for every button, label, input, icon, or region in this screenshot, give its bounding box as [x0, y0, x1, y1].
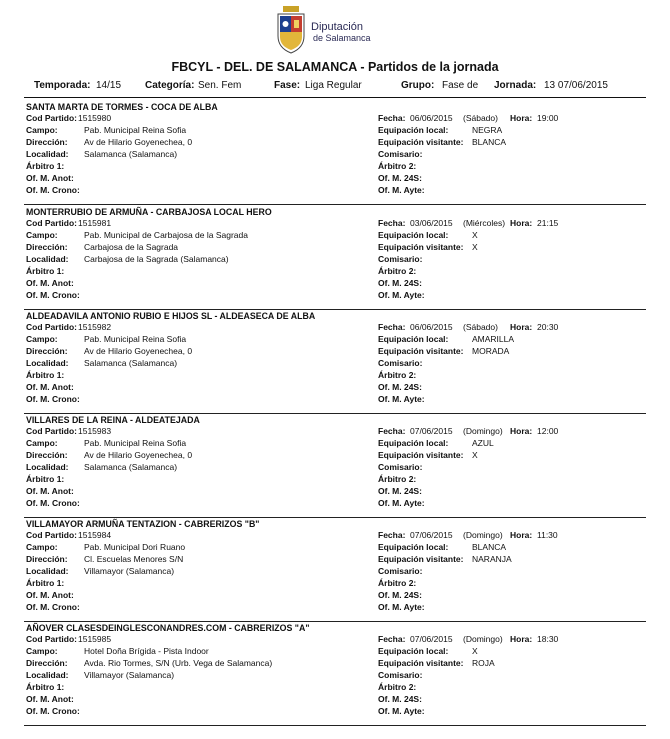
logo-line-2: de Salamanca [313, 33, 371, 43]
direccion-value: Cl. Escuelas Menores S/N [84, 554, 184, 564]
hora-label: Hora: [510, 322, 533, 332]
equipacion-local-label: Equipación local: [378, 125, 449, 135]
grupo-label: Grupo: [401, 80, 435, 91]
comisario-label: Comisario: [378, 358, 423, 368]
hora-label: Hora: [510, 634, 533, 644]
of-m-ayte-label: Of. M. Ayte: [378, 394, 425, 404]
logo-text [311, 22, 371, 44]
match-row [0, 125, 670, 137]
comisario-label: Comisario: [378, 670, 423, 680]
match-row [0, 462, 670, 474]
campo-value: Pab. Municipal Dori Ruano [84, 542, 186, 552]
match-rule [24, 725, 646, 726]
cod-partido-value: 1515980 [78, 113, 112, 123]
campo-value: Pab. Municipal de Carbajosa de la Sagrada [84, 230, 248, 240]
match-row [0, 149, 670, 161]
of-m-ayte-label: Of. M. Ayte: [378, 290, 425, 300]
dia-value: (Domingo) [463, 530, 503, 540]
match-row [0, 346, 670, 358]
match-row [0, 646, 670, 658]
arbitro-1-label: Árbitro 1: [26, 370, 65, 380]
logo-line-1: Diputación [311, 21, 363, 33]
match-row [0, 634, 670, 646]
dia-value: (Domingo) [463, 634, 503, 644]
match-row [0, 254, 670, 266]
fecha-label: Fecha: [378, 113, 406, 123]
equipacion-visitante-label: Equipación visitante: [378, 554, 464, 564]
match-row [0, 370, 670, 382]
arbitro-2-label: Árbitro 2: [378, 370, 417, 380]
hora-label: Hora: [510, 113, 533, 123]
match-row [0, 426, 670, 438]
of-m-ayte-label: Of. M. Ayte: [378, 185, 425, 195]
diputacion-logo [275, 4, 395, 56]
match-row [0, 358, 670, 370]
arbitro-1-label: Árbitro 1: [26, 578, 65, 588]
of-m-anot-label: Of. M. Anot: [26, 590, 74, 600]
match-header: VILLARES DE LA REINA - ALDEATEJADA [26, 415, 200, 425]
equipacion-visitante-value: X [472, 242, 478, 252]
jornada-value: 13 07/06/2015 [544, 80, 608, 91]
equipacion-visitante-label: Equipación visitante: [378, 658, 464, 668]
match-block [0, 621, 670, 725]
match-row [0, 394, 670, 406]
match-header: MONTERRUBIO DE ARMUÑA - CARBAJOSA LOCAL HERO [26, 207, 272, 217]
temporada-label: Temporada: [34, 80, 91, 91]
of-m-24s-label: Of. M. 24S: [378, 590, 422, 600]
equipacion-visitante-label: Equipación visitante: [378, 137, 464, 147]
cod-partido-label: Cod Partido: [26, 218, 77, 228]
match-row [0, 242, 670, 254]
arbitro-2-label: Árbitro 2: [378, 578, 417, 588]
match-row [0, 113, 670, 125]
arbitro-1-label: Árbitro 1: [26, 682, 65, 692]
cod-partido-label: Cod Partido: [26, 426, 77, 436]
match-row [0, 218, 670, 230]
equipacion-local-value: X [472, 230, 478, 240]
localidad-label: Localidad: [26, 670, 69, 680]
fecha-label: Fecha: [378, 530, 406, 540]
of-m-anot-label: Of. M. Anot: [26, 278, 74, 288]
categoria-value: Sen. Fem [198, 80, 242, 91]
direccion-label: Dirección: [26, 554, 68, 564]
fecha-label: Fecha: [378, 322, 406, 332]
match-block [0, 100, 670, 204]
equipacion-local-value: X [472, 646, 478, 656]
localidad-label: Localidad: [26, 462, 69, 472]
match-row [0, 230, 670, 242]
campo-value: Pab. Municipal Reina Sofia [84, 334, 187, 344]
match-row [0, 706, 670, 718]
arbitro-1-label: Árbitro 1: [26, 161, 65, 171]
match-row [0, 554, 670, 566]
fecha-value: 07/06/2015 [410, 530, 453, 540]
campo-label: Campo: [26, 646, 58, 656]
of-m-crono-label: Of. M. Crono: [26, 290, 80, 300]
of-m-crono-label: Of. M. Crono: [26, 498, 80, 508]
of-m-crono-label: Of. M. Crono: [26, 602, 80, 612]
match-header: SANTA MARTA DE TORMES - COCA DE ALBA [26, 102, 218, 112]
match-row [0, 486, 670, 498]
direccion-label: Dirección: [26, 137, 68, 147]
of-m-ayte-label: Of. M. Ayte: [378, 498, 425, 508]
hora-value: 21:15 [537, 218, 559, 228]
direccion-value: Av de Hilario Goyenechea, 0 [84, 346, 193, 356]
equipacion-local-label: Equipación local: [378, 542, 449, 552]
campo-value: Pab. Municipal Reina Sofia [84, 125, 187, 135]
jornada-label: Jornada: [494, 80, 537, 91]
match-row [0, 474, 670, 486]
cod-partido-value: 1515983 [78, 426, 112, 436]
match-row [0, 322, 670, 334]
match-row [0, 173, 670, 185]
match-row [0, 566, 670, 578]
localidad-value: Carbajosa de la Sagrada (Salamanca) [84, 254, 229, 264]
arbitro-2-label: Árbitro 2: [378, 682, 417, 692]
localidad-label: Localidad: [26, 566, 69, 576]
match-row [0, 278, 670, 290]
of-m-ayte-label: Of. M. Ayte: [378, 706, 425, 716]
match-row [0, 682, 670, 694]
comisario-label: Comisario: [378, 462, 423, 472]
match-row [0, 438, 670, 450]
of-m-anot-label: Of. M. Anot: [26, 486, 74, 496]
localidad-label: Localidad: [26, 358, 69, 368]
hora-value: 20:30 [537, 322, 559, 332]
comisario-label: Comisario: [378, 149, 423, 159]
match-row [0, 450, 670, 462]
match-row [0, 530, 670, 542]
arbitro-2-label: Árbitro 2: [378, 161, 417, 171]
match-row [0, 670, 670, 682]
match-row [0, 161, 670, 173]
equipacion-visitante-value: BLANCA [472, 137, 507, 147]
equipacion-local-label: Equipación local: [378, 334, 449, 344]
fecha-value: 06/06/2015 [410, 113, 453, 123]
of-m-anot-label: Of. M. Anot: [26, 382, 74, 392]
match-header: VILLAMAYOR ARMUÑA TENTAZION - CABRERIZOS "B" [26, 519, 260, 529]
dia-value: (Sábado) [463, 322, 498, 332]
hora-value: 19:00 [537, 113, 559, 123]
localidad-label: Localidad: [26, 149, 69, 159]
hora-label: Hora: [510, 218, 533, 228]
equipacion-visitante-value: ROJA [472, 658, 495, 668]
match-row [0, 290, 670, 302]
of-m-anot-label: Of. M. Anot: [26, 694, 74, 704]
match-block [0, 205, 670, 309]
temporada-value: 14/15 [96, 80, 122, 91]
direccion-value: Avda. Rio Tormes, S/N (Urb. Vega de Salamanca) [84, 658, 273, 668]
match-header: ALDEADAVILA ANTONIO RUBIO E HIJOS SL - ALDEASECA DE ALBA [26, 311, 316, 321]
equipacion-local-value: AZUL [472, 438, 494, 448]
match-header: AÑOVER CLASESDEINGLESCONANDRES.COM - CABRERIZOS "A" [26, 623, 310, 633]
comisario-label: Comisario: [378, 254, 423, 264]
of-m-24s-label: Of. M. 24S: [378, 173, 422, 183]
equipacion-local-value: BLANCA [472, 542, 507, 552]
localidad-value: Salamanca (Salamanca) [84, 149, 178, 159]
cod-partido-label: Cod Partido: [26, 113, 77, 123]
of-m-crono-label: Of. M. Crono: [26, 185, 80, 195]
cod-partido-value: 1515982 [78, 322, 112, 332]
grupo-value: Fase de [442, 80, 479, 91]
match-row [0, 578, 670, 590]
fecha-value: 07/06/2015 [410, 426, 453, 436]
direccion-value: Av de Hilario Goyenechea, 0 [84, 137, 193, 147]
direccion-value: Av de Hilario Goyenechea, 0 [84, 450, 193, 460]
coat-of-arms-icon [275, 6, 307, 54]
equipacion-visitante-label: Equipación visitante: [378, 346, 464, 356]
of-m-anot-label: Of. M. Anot: [26, 173, 74, 183]
hora-label: Hora: [510, 426, 533, 436]
direccion-label: Dirección: [26, 242, 68, 252]
header-rule [24, 97, 646, 98]
cod-partido-value: 1515985 [78, 634, 112, 644]
direccion-label: Dirección: [26, 658, 68, 668]
equipacion-local-value: AMARILLA [472, 334, 515, 344]
cod-partido-label: Cod Partido: [26, 530, 77, 540]
dia-value: (Miércoles) [463, 218, 506, 228]
fecha-label: Fecha: [378, 426, 406, 436]
header-meta [0, 80, 670, 94]
match-row [0, 658, 670, 670]
direccion-value: Carbajosa de la Sagrada [84, 242, 179, 252]
match-row [0, 382, 670, 394]
direccion-label: Dirección: [26, 346, 68, 356]
campo-label: Campo: [26, 438, 58, 448]
direccion-label: Dirección: [26, 450, 68, 460]
match-row [0, 602, 670, 614]
of-m-24s-label: Of. M. 24S: [378, 278, 422, 288]
equipacion-local-label: Equipación local: [378, 230, 449, 240]
fase-label: Fase: [274, 80, 301, 91]
campo-value: Hotel Doña Brígida - Pista Indoor [84, 646, 209, 656]
hora-label: Hora: [510, 530, 533, 540]
hora-value: 12:00 [537, 426, 559, 436]
localidad-value: Salamanca (Salamanca) [84, 358, 178, 368]
equipacion-visitante-label: Equipación visitante: [378, 450, 464, 460]
of-m-24s-label: Of. M. 24S: [378, 694, 422, 704]
fase-value: Liga Regular [305, 80, 362, 91]
match-row [0, 137, 670, 149]
cod-partido-label: Cod Partido: [26, 322, 77, 332]
fecha-value: 07/06/2015 [410, 634, 453, 644]
match-row [0, 694, 670, 706]
equipacion-local-label: Equipación local: [378, 438, 449, 448]
equipacion-local-label: Equipación local: [378, 646, 449, 656]
cod-partido-value: 1515984 [78, 530, 112, 540]
equipacion-visitante-value: MORADA [472, 346, 510, 356]
match-row [0, 590, 670, 602]
cod-partido-label: Cod Partido: [26, 634, 77, 644]
fecha-value: 03/06/2015 [410, 218, 453, 228]
match-row [0, 334, 670, 346]
match-row [0, 185, 670, 197]
fecha-label: Fecha: [378, 634, 406, 644]
hora-value: 18:30 [537, 634, 559, 644]
arbitro-1-label: Árbitro 1: [26, 266, 65, 276]
of-m-crono-label: Of. M. Crono: [26, 706, 80, 716]
match-block [0, 309, 670, 413]
localidad-label: Localidad: [26, 254, 69, 264]
fecha-label: Fecha: [378, 218, 406, 228]
localidad-value: Villamayor (Salamanca) [84, 670, 175, 680]
comisario-label: Comisario: [378, 566, 423, 576]
match-block [0, 413, 670, 517]
equipacion-visitante-label: Equipación visitante: [378, 242, 464, 252]
campo-label: Campo: [26, 334, 58, 344]
categoria-label: Categoría: [145, 80, 195, 91]
equipacion-visitante-value: NARANJA [472, 554, 512, 564]
hora-value: 11:30 [537, 530, 558, 540]
of-m-24s-label: Of. M. 24S: [378, 382, 422, 392]
localidad-value: Villamayor (Salamanca) [84, 566, 175, 576]
of-m-crono-label: Of. M. Crono: [26, 394, 80, 404]
arbitro-2-label: Árbitro 2: [378, 474, 417, 484]
fecha-value: 06/06/2015 [410, 322, 453, 332]
dia-value: (Domingo) [463, 426, 503, 436]
localidad-value: Salamanca (Salamanca) [84, 462, 178, 472]
dia-value: (Sábado) [463, 113, 498, 123]
cod-partido-value: 1515981 [78, 218, 112, 228]
match-row [0, 498, 670, 510]
match-row [0, 542, 670, 554]
campo-label: Campo: [26, 125, 58, 135]
campo-label: Campo: [26, 542, 58, 552]
page-title: FBCYL - DEL. DE SALAMANCA - Partidos de la jornada [171, 60, 499, 74]
equipacion-visitante-value: X [472, 450, 478, 460]
arbitro-1-label: Árbitro 1: [26, 474, 65, 484]
equipacion-local-value: NEGRA [472, 125, 503, 135]
campo-value: Pab. Municipal Reina Sofia [84, 438, 187, 448]
of-m-ayte-label: Of. M. Ayte: [378, 602, 425, 612]
match-block [0, 517, 670, 621]
match-row [0, 266, 670, 278]
arbitro-2-label: Árbitro 2: [378, 266, 417, 276]
of-m-24s-label: Of. M. 24S: [378, 486, 422, 496]
campo-label: Campo: [26, 230, 58, 240]
